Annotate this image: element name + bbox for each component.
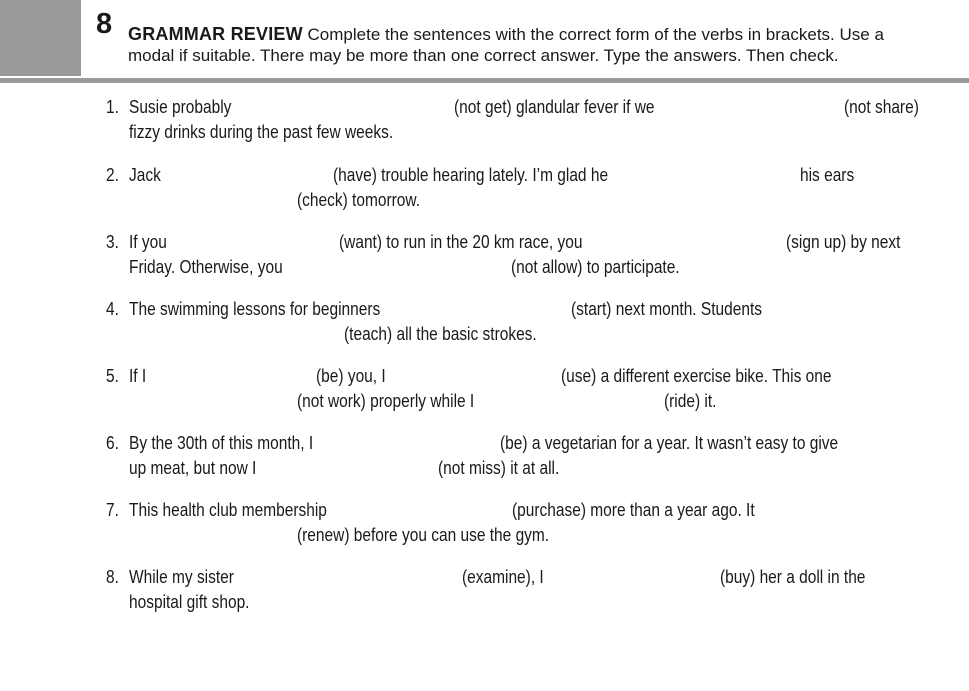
sentence-text: Jack — [129, 165, 161, 185]
verb-prompt: (be) a vegetarian for a year. It wasn’t easy to give — [500, 433, 839, 453]
verb-prompt: (renew) before you can use the gym. — [297, 525, 550, 545]
item-number: 8. — [106, 567, 119, 587]
verb-prompt: (not miss) it at all. — [438, 458, 560, 478]
item-line — [106, 255, 936, 280]
exercise-title: GRAMMAR REVIEW — [128, 24, 303, 44]
item-number: 2. — [106, 165, 119, 185]
sentence-text: up meat, but now I — [129, 458, 257, 478]
verb-prompt: (not allow) to participate. — [511, 257, 680, 277]
item-line — [106, 523, 936, 548]
sentence-text: The swimming lessons for beginners — [129, 299, 381, 319]
sentence-text: Friday. Otherwise, you — [129, 257, 283, 277]
verb-prompt: (buy) her a doll in the — [720, 567, 866, 587]
sentence-text: If you — [129, 232, 167, 252]
item-line — [106, 456, 936, 481]
sentence-text: While my sister — [129, 567, 234, 587]
exercise-item-2 — [106, 163, 936, 213]
verb-prompt: (not work) properly while I — [297, 391, 475, 411]
verb-prompt: (check) tomorrow. — [297, 190, 421, 210]
exercise-item-8 — [106, 565, 936, 615]
verb-prompt: (be) you, I — [316, 366, 386, 386]
instruction-line-1 — [128, 24, 928, 45]
item-line — [106, 389, 936, 414]
exercise-number: 8 — [96, 8, 113, 40]
item-line — [106, 364, 936, 389]
exercise-item-5 — [106, 364, 936, 414]
exercise-instructions — [128, 24, 928, 66]
exercise-item-3 — [106, 230, 936, 280]
sentence-text: If I — [129, 366, 147, 386]
exercise-item-4 — [106, 297, 936, 347]
item-line — [106, 188, 936, 213]
verb-prompt: (sign up) by next — [786, 232, 901, 252]
instruction-text-1: Complete the sentences with the correct form of the verbs in brackets. Use a — [307, 25, 884, 44]
verb-prompt: (start) next month. Students — [571, 299, 763, 319]
sentence-text: hospital gift shop. — [129, 592, 250, 612]
verb-prompt: (not get) glandular fever if we — [454, 97, 655, 117]
item-line — [106, 297, 936, 322]
item-line — [106, 498, 936, 523]
verb-prompt: (want) to run in the 20 km race, you — [339, 232, 583, 252]
sentence-text: Susie probably — [129, 97, 232, 117]
item-line — [106, 95, 936, 120]
verb-prompt: (teach) all the basic strokes. — [344, 324, 537, 344]
item-line — [106, 565, 936, 590]
item-number: 6. — [106, 433, 119, 453]
item-line — [106, 163, 936, 188]
verb-prompt: (examine), I — [462, 567, 544, 587]
header-divider — [0, 78, 969, 83]
item-line — [106, 431, 936, 456]
sentence-text: his ears — [800, 165, 855, 185]
exercise-item-6 — [106, 431, 936, 481]
instruction-line-2: modal if suitable. There may be more than one correct answer. Type the answers. Then check. — [128, 46, 839, 65]
item-number: 1. — [106, 97, 119, 117]
item-number: 7. — [106, 500, 119, 520]
sentence-text: fizzy drinks during the past few weeks. — [129, 122, 394, 142]
verb-prompt: (have) trouble hearing lately. I’m glad he — [333, 165, 609, 185]
exercise-item-1 — [106, 95, 936, 145]
exercise-header-block — [0, 0, 81, 76]
item-line — [106, 322, 936, 347]
verb-prompt: (purchase) more than a year ago. It — [512, 500, 755, 520]
item-number: 4. — [106, 299, 119, 319]
item-number: 5. — [106, 366, 119, 386]
verb-prompt: (ride) it. — [664, 391, 717, 411]
item-line — [106, 230, 936, 255]
item-line — [106, 590, 936, 615]
exercise-item-7 — [106, 498, 936, 548]
item-number: 3. — [106, 232, 119, 252]
verb-prompt: (not share) — [844, 97, 919, 117]
sentence-text: By the 30th of this month, I — [129, 433, 314, 453]
item-line — [106, 120, 936, 145]
sentence-text: This health club membership — [129, 500, 327, 520]
verb-prompt: (use) a different exercise bike. This one — [561, 366, 832, 386]
